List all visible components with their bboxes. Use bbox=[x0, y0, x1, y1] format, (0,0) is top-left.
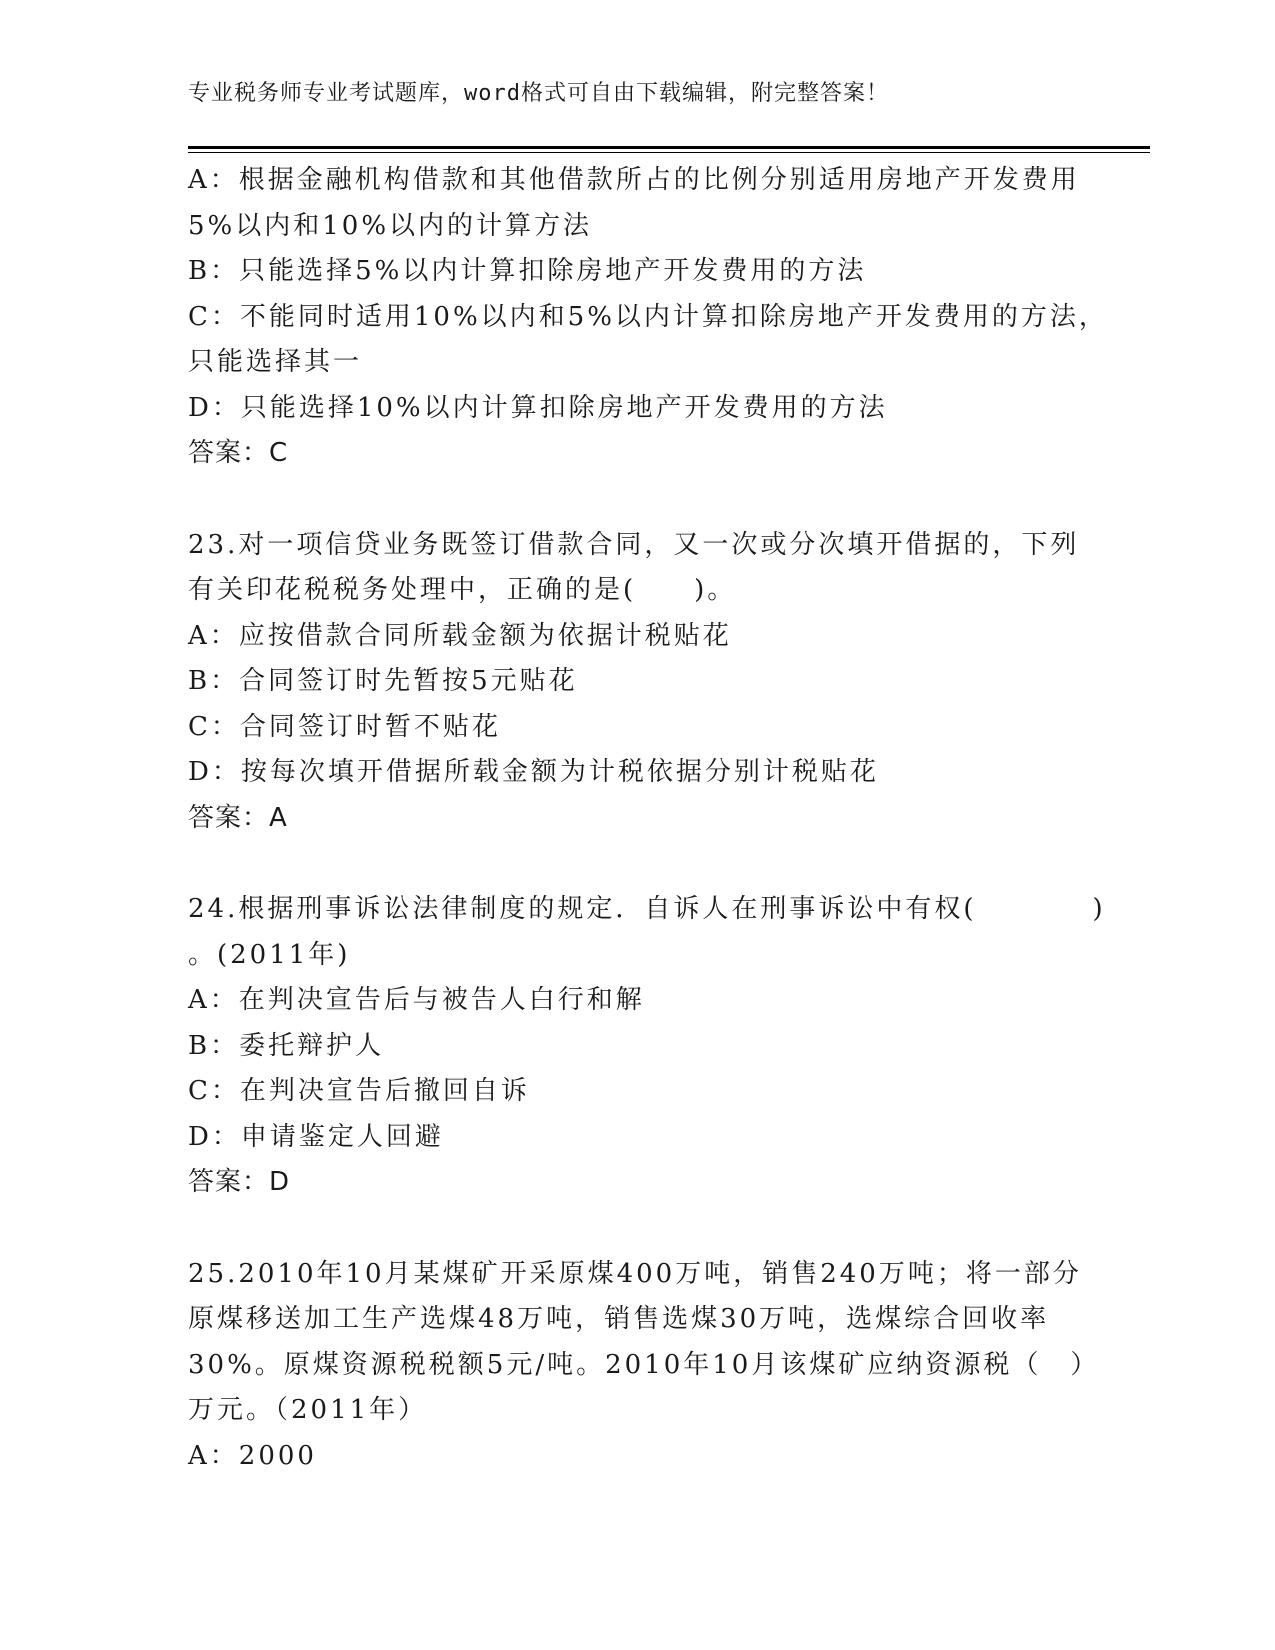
q25-stem-line2: 原煤移送加工生产选煤48万吨，销售选煤30万吨，选煤综合回收率 bbox=[188, 1304, 1050, 1334]
question-23 bbox=[188, 523, 1088, 842]
header-rule-thick bbox=[188, 146, 1150, 149]
q23-answer: 答案：A bbox=[188, 802, 288, 833]
spacer bbox=[188, 477, 1088, 523]
q24-option-b: B：委托辩护人 bbox=[188, 1030, 385, 1061]
q22-option-c-line1: C：不能同时适用10%以内和5%以内计算扣除房地产开发费用的方法， bbox=[188, 301, 1108, 332]
question-24 bbox=[188, 887, 1106, 1206]
question-22 bbox=[188, 158, 1108, 477]
q25-stem-line4: 万元。（2011年） bbox=[188, 1395, 428, 1425]
q22-option-b: B：只能选择5%以内计算扣除房地产开发费用的方法 bbox=[188, 256, 867, 286]
q25-option-a: A：2000 bbox=[188, 1440, 317, 1471]
q23-option-a: A：应按借款合同所载金额为依据计税贴花 bbox=[188, 620, 732, 651]
q24-option-c: C：在判决宣告后撤回自诉 bbox=[188, 1076, 530, 1106]
page-header: 专业税务师专业考试题库，word格式可自由下载编辑，附完整答案！ bbox=[188, 81, 889, 106]
q23-stem-line2: 有关印花税税务处理中，正确的是( )。 bbox=[188, 575, 737, 605]
q25-stem-line1: 25.2010年10月某煤矿开采原煤400万吨，销售240万吨；将一部分 bbox=[188, 1258, 1082, 1289]
q24-stem-line2: 。(2011年) bbox=[188, 939, 351, 970]
q22-option-a-line2: 5%以内和10%以内的计算方法 bbox=[188, 210, 593, 241]
q24-stem-line1: 24.根据刑事诉讼法律制度的规定．自诉人在刑事诉讼中有权( ) bbox=[188, 894, 1106, 924]
spacer bbox=[188, 841, 1088, 887]
q22-answer: 答案：C bbox=[188, 438, 289, 468]
q23-option-d: D：按每次填开借据所载金额为计税依据分别计税贴花 bbox=[188, 757, 879, 787]
q22-option-c-line2: 只能选择其一 bbox=[188, 347, 363, 377]
q24-answer: 答案：D bbox=[188, 1167, 291, 1197]
spacer bbox=[188, 1206, 1088, 1252]
q24-option-d: D：申请鉴定人回避 bbox=[188, 1121, 444, 1152]
q23-option-c: C：合同签订时暂不贴花 bbox=[188, 711, 501, 742]
document-body bbox=[188, 158, 1108, 1479]
header-rule-thin bbox=[188, 152, 1150, 153]
q25-stem-line3: 30%。原煤资源税税额5元/吨。2010年10月该煤矿应纳资源税（ ） bbox=[188, 1349, 1100, 1380]
q22-option-d: D：只能选择10%以内计算扣除房地产开发费用的方法 bbox=[188, 392, 888, 423]
q23-option-b: B：合同签订时先暂按5元贴花 bbox=[188, 666, 578, 696]
question-25 bbox=[188, 1252, 1100, 1480]
q22-option-a-line1: A：根据金融机构借款和其他借款所占的比例分别适用房地产开发费用 bbox=[188, 165, 1080, 195]
q23-stem-line1: 23.对一项信贷业务既签订借款合同，又一次或分次填开借据的，下列 bbox=[188, 529, 1080, 560]
q24-option-a: A：在判决宣告后与被告人白行和解 bbox=[188, 985, 645, 1015]
